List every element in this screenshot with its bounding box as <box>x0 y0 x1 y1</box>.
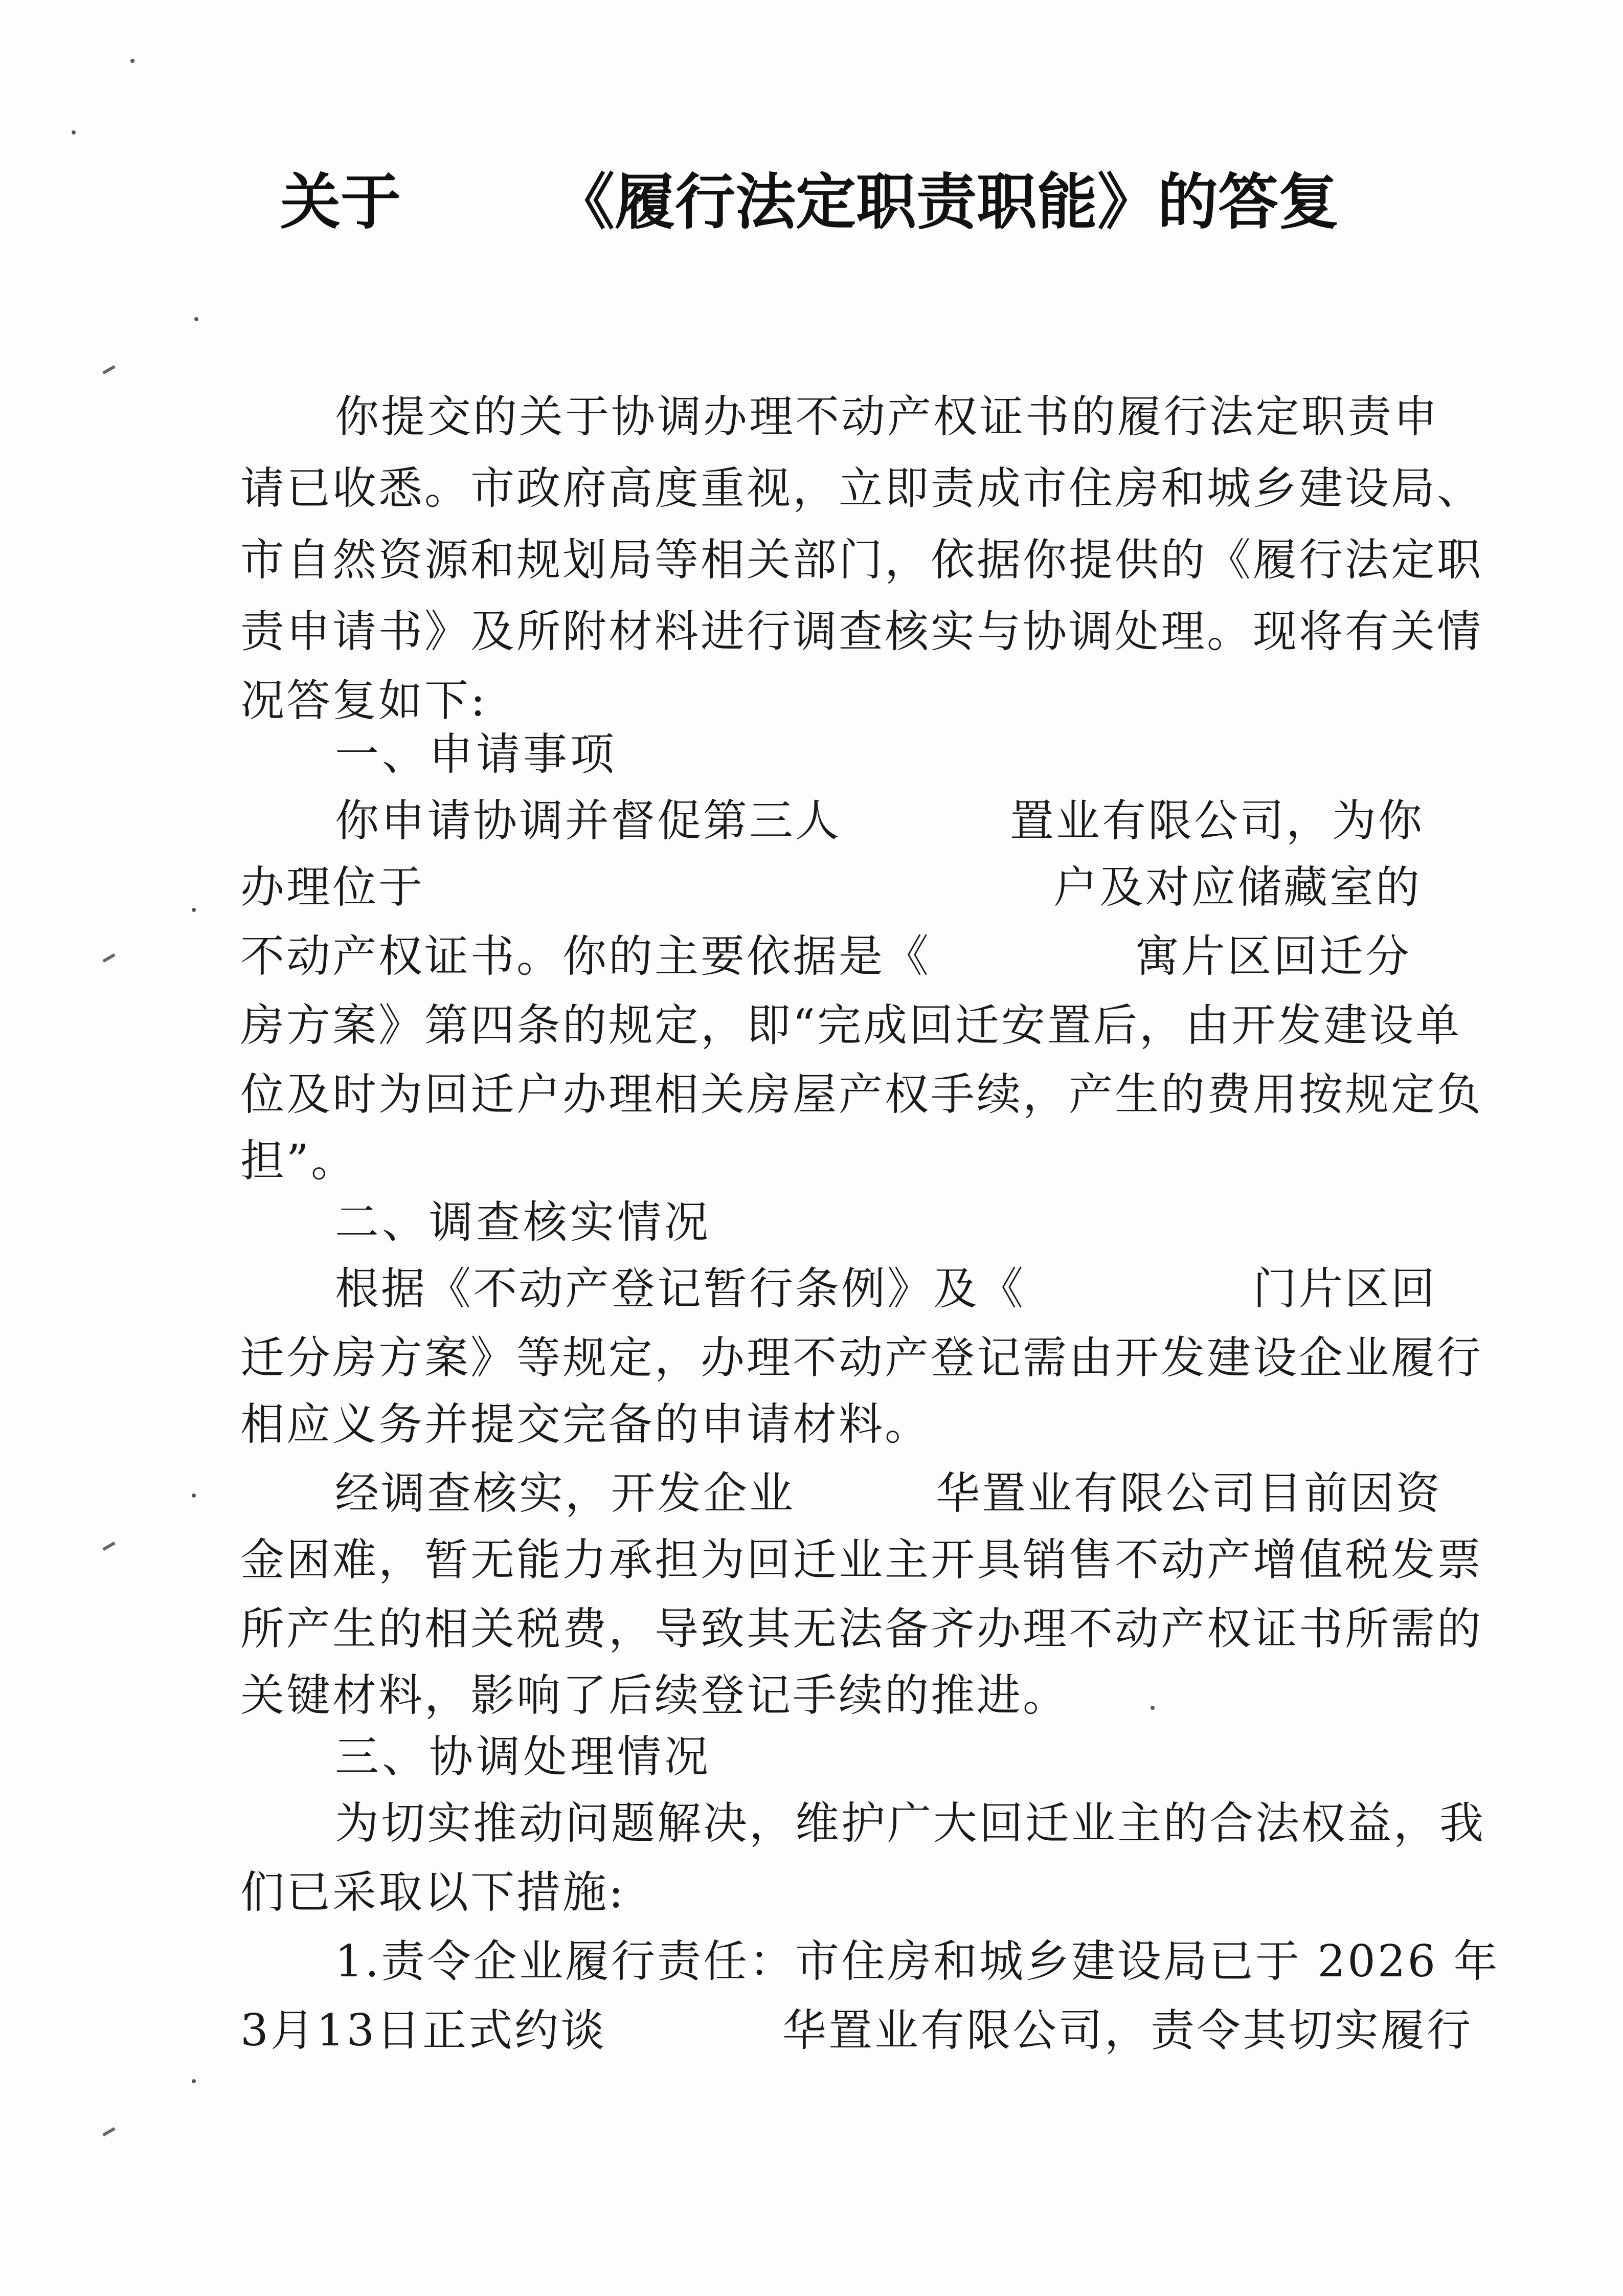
section-heading: 一、申请事项 <box>335 729 617 780</box>
paragraph-line: 位及时为回迁户办理相关房屋产权手续，产生的费用按规定负 <box>240 1069 1483 1120</box>
scan-mark <box>102 953 116 963</box>
paragraph-line: 请已收悉。市政府高度重视，立即责成市住房和城乡建设局、 <box>240 463 1483 514</box>
paragraph-segment: 户及对应储藏室的 <box>1053 862 1422 913</box>
scan-mark <box>102 1542 116 1551</box>
paragraph-segment: 你申请协调并督促第三人 <box>335 795 841 846</box>
paragraph-line: 房方案》第四条的规定，即“完成回迁安置后，由开发建设单 <box>240 1000 1461 1051</box>
title-main: 《履行法定职责职能》的答复 <box>554 167 1339 237</box>
scan-speck <box>72 130 76 135</box>
paragraph-segment: 寓片区回迁分 <box>1135 931 1411 982</box>
section-heading: 三、协调处理情况 <box>335 1731 711 1782</box>
paragraph-line: 所产生的相关税费，导致其无法备齐办理不动产权证书所需的 <box>240 1603 1483 1655</box>
paragraph-line: 责申请书》及所附材料进行调查核实与协调处理。现将有关情 <box>240 606 1483 657</box>
scan-mark <box>102 365 116 374</box>
paragraph-segment: 经调查核实，开发企业 <box>335 1468 795 1519</box>
scan-speck <box>130 59 134 63</box>
scan-speck <box>194 317 198 321</box>
paragraph-line: 担”。 <box>240 1135 357 1187</box>
paragraph-line: 关键材料，影响了后续登记手续的推进。 <box>240 1670 1069 1721</box>
paragraph-segment: 门片区回 <box>1253 1263 1437 1314</box>
title-prefix: 关于 <box>280 167 401 237</box>
section-heading: 二、调查核实情况 <box>335 1197 711 1248</box>
scan-speck <box>192 1493 196 1498</box>
paragraph-segment: 根据《不动产登记暂行条例》及《 <box>335 1263 1025 1314</box>
paragraph-line: 相应义务并提交完备的申请材料。 <box>240 1399 931 1450</box>
document-title <box>280 164 1405 240</box>
scan-speck <box>1151 1706 1155 1710</box>
paragraph-line: 为切实推动问题解决，维护广大回迁业主的合法权益，我 <box>335 1798 1485 1849</box>
scan-speck <box>192 908 196 912</box>
paragraph-segment: 办理位于 <box>240 862 424 913</box>
paragraph-segment: 华置业有限公司，责令其切实履行 <box>782 2005 1473 2056</box>
paragraph-segment: 3月13日正式约谈 <box>240 2005 607 2056</box>
paragraph-line: 况答复如下: <box>240 675 487 726</box>
paragraph-line: 市自然资源和规划局等相关部门，依据你提供的《履行法定职 <box>240 534 1483 586</box>
paragraph-line: 迁分房方案》等规定，办理不动产登记需由开发建设企业履行 <box>240 1332 1483 1384</box>
paragraph-line: 你提交的关于协调办理不动产权证书的履行法定职责申 <box>335 391 1439 442</box>
paragraph-line: 1.责令企业履行责任：市住房和城乡建设局已于 2026 年 <box>335 1936 1500 1987</box>
paragraph-segment: 置业有限公司，为你 <box>1010 795 1424 846</box>
paragraph-line: 们已采取以下措施: <box>240 1867 625 1918</box>
paragraph-segment: 不动产权证书。你的主要依据是《 <box>240 931 931 982</box>
paragraph-segment: 华置业有限公司目前因资 <box>936 1468 1442 1519</box>
paragraph-line: 金困难，暂无能力承担为回迁业主开具销售不动产增值税发票 <box>240 1534 1483 1586</box>
scan-mark <box>102 2127 116 2136</box>
scan-speck <box>192 2079 196 2083</box>
